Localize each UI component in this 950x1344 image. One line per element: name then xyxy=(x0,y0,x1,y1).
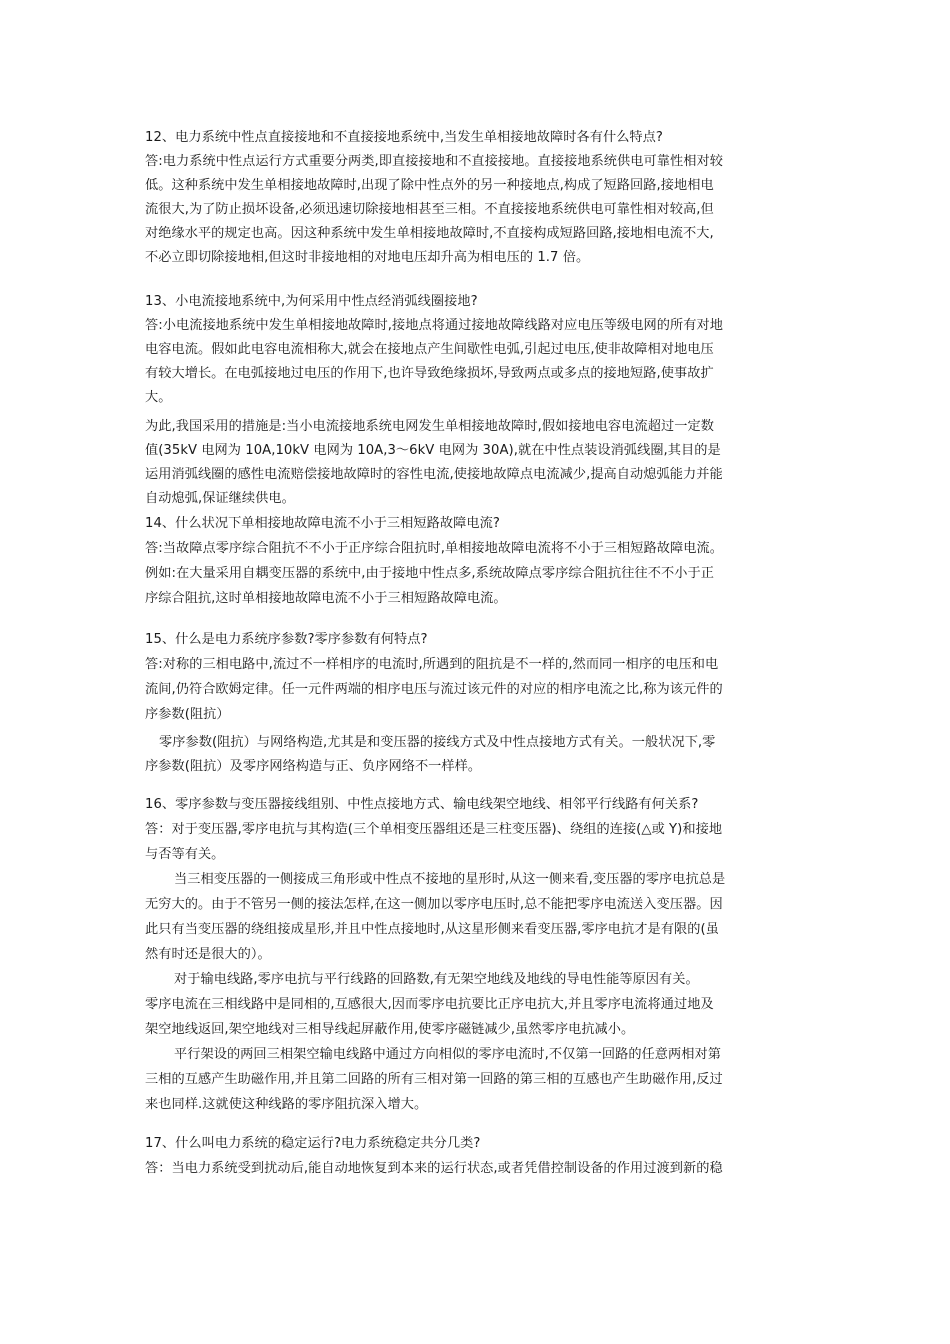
question-16-title: 16、零序参数与变压器接线组别、中性点接地方式、输电线架空地线、相邻平行线路有何关系? xyxy=(145,797,699,812)
answer-13-line: 运用消弧线圈的感性电流赔偿接地故障时的容性电流,使接地故障点电流减少,提高自动熄弧能力并能 xyxy=(145,467,723,482)
answer-16-line: 然有时还是很大的）。 xyxy=(145,947,271,962)
answer-16-line: 无穷大的。由于不管另一侧的接法怎样,在这一侧加以零序电压时,总不能把零序电流送入变压器。因 xyxy=(145,897,723,912)
answer-13-line: 电容电流。假如此电容电流相称大,就会在接地点产生间歇性电弧,引起过电压,使非故障相对地电压 xyxy=(145,342,714,357)
answer-16-line: 答：对于变压器,零序电抗与其构造(三个单相变压器组还是三柱变压器)、绕组的连接(△或 Y)和接地 xyxy=(145,822,723,837)
answer-16-line: 当三相变压器的一侧接成三角形或中性点不接地的星形时,从这一侧来看,变压器的零序电抗总是 xyxy=(174,872,726,887)
answer-16-line: 三相的互感产生助磁作用,并且第二回路的所有三相对第一回路的第三相的互感也产生助磁作用,反过 xyxy=(145,1072,723,1087)
answer-12-line: 答:电力系统中性点运行方式重要分两类,即直接接地和不直接接地。直接接地系统供电可靠性相对较 xyxy=(145,154,723,169)
question-12-title: 12、电力系统中性点直接接地和不直接接地系统中,当发生单相接地故障时各有什么特点? xyxy=(145,130,663,145)
answer-15-line: 流间,仍符合欧姆定律。任一元件两端的相序电压与流过该元件的对应的相序电流之比,称为该元件的 xyxy=(145,682,723,697)
answer-16-line: 来也同样.这就使这种线路的零序阻抗深入增大。 xyxy=(145,1097,428,1112)
answer-14-line: 序综合阻抗,这时单相接地故障电流不小于三相短路故障电流。 xyxy=(145,591,507,606)
answer-12-line: 低。这种系统中发生单相接地故障时,出现了除中性点外的另一种接地点,构成了短路回路,接地相电 xyxy=(145,178,714,193)
answer-15-line: 零序参数(阻抗）与网络构造,尤其是和变压器的接线方式及中性点接地方式有关。一般状况下,零 xyxy=(159,735,716,750)
answer-16-line: 平行架设的两回三相架空输电线路中通过方向相似的零序电流时,不仅第一回路的任意两相对第 xyxy=(174,1047,721,1062)
answer-13-line: 有较大增长。在电弧接地过电压的作用下,也许导致绝缘损坏,导致两点或多点的接地短路,使事故扩 xyxy=(145,366,714,381)
answer-16-line: 架空地线返回,架空地线对三相导线起屏蔽作用,使零序磁链减少,虽然零序电抗减小。 xyxy=(145,1022,635,1037)
answer-16-line: 与否等有关。 xyxy=(145,847,225,862)
answer-12-line: 流很大,为了防止损坏设备,必须迅速切除接地相甚至三相。不直接接地系统供电可靠性相对较高,但 xyxy=(145,202,714,217)
answer-14-line: 答:当故障点零序综合阻抗不不小于正序综合阻抗时,单相接地故障电流将不小于三相短路故障电流。 xyxy=(145,541,723,556)
answer-17-line: 答：当电力系统受到扰动后,能自动地恢复到本来的运行状态,或者凭借控制设备的作用过渡到新的稳 xyxy=(145,1161,723,1176)
answer-13-line: 大。 xyxy=(145,390,172,405)
question-17-title: 17、什么叫电力系统的稳定运行?电力系统稳定共分几类? xyxy=(145,1136,481,1151)
answer-16-line: 此只有当变压器的绕组接成星形,并且中性点接地时,从这星形侧来看变压器,零序电抗才是有限的(虽 xyxy=(145,922,719,937)
answer-16-line: 零序电流在三相线路中是同相的,互感很大,因而零序电抗要比正序电抗大,并且零序电流将通过地及 xyxy=(145,997,714,1012)
question-15-title: 15、什么是电力系统序参数?零序参数有何特点? xyxy=(145,632,428,647)
answer-15-line: 序参数(阻抗） xyxy=(145,707,230,722)
answer-13-line: 答:小电流接地系统中发生单相接地故障时,接地点将通过接地故障线路对应电压等级电网的所有对地 xyxy=(145,318,723,333)
question-13-title: 13、小电流接地系统中,为何采用中性点经消弧线圈接地? xyxy=(145,294,478,309)
answer-13-line: 自动熄弧,保证继续供电。 xyxy=(145,491,295,506)
answer-16-line: 对于输电线路,零序电抗与平行线路的回路数,有无架空地线及地线的导电性能等原因有关。 xyxy=(174,972,699,987)
answer-13-line: 值(35kV 电网为 10A,10kV 电网为 10A,3～6kV 电网为 30A),就在中性点装设消弧线圈,其目的是 xyxy=(145,443,721,458)
answer-15-line: 序参数(阻抗）及零序网络构造与正、负序网络不一样样。 xyxy=(145,759,482,774)
answer-12-line: 不必立即切除接地相,但这时非接地相的对地电压却升高为相电压的 1.7 倍。 xyxy=(145,250,590,265)
question-14-title: 14、什么状况下单相接地故障电流不小于三相短路故障电流? xyxy=(145,516,500,531)
answer-14-line: 例如:在大量采用自耦变压器的系统中,由于接地中性点多,系统故障点零序综合阻抗往往不不小于正 xyxy=(145,566,714,581)
answer-13-line: 为此,我国采用的措施是:当小电流接地系统电网发生单相接地故障时,假如接地电容电流超过一定数 xyxy=(145,419,714,434)
answer-12-line: 对绝缘水平的规定也高。因这种系统中发生单相接地故障时,不直接构成短路回路,接地相电流不大, xyxy=(145,226,714,241)
answer-15-line: 答:对称的三相电路中,流过不一样相序的电流时,所遇到的阻抗是不一样的,然而同一相序的电压和电 xyxy=(145,657,719,672)
